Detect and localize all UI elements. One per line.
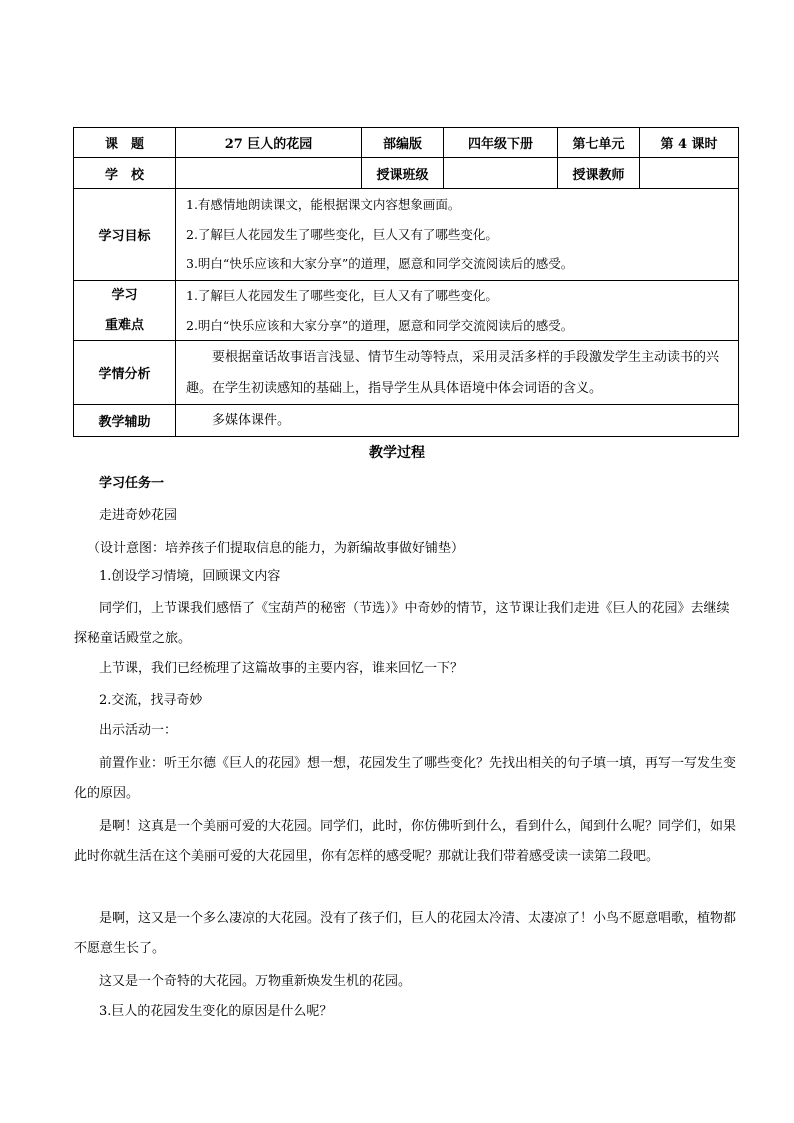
goal-item: 2.了解巨人花园发生了哪些变化，巨人又有了哪些变化。: [186, 226, 498, 242]
paragraph-3: 前置作业：听王尔德《巨人的花园》想一想，花园发生了哪些变化？先找出相关的句子填一填，再写一写发生变化的原因。: [74, 756, 737, 801]
task1-title: 走进奇妙花园: [99, 508, 178, 523]
step-3: 3.巨人的花园发生变化的原因是什么呢？: [99, 1004, 333, 1019]
table-row-aids: [74, 405, 739, 437]
analysis-label: 学情分析: [74, 341, 176, 405]
course-title: 27 巨人的花园: [176, 128, 362, 158]
aids-text: 多媒体课件。: [212, 413, 291, 428]
aids-label: 教学辅助: [74, 405, 176, 437]
keypoint-item: 1.了解巨人花园发生了哪些变化，巨人又有了哪些变化。: [186, 288, 498, 303]
keypoint-item: 2.明白“快乐应该和大家分享”的道理，愿意和同学交流阅读后的感受。: [186, 317, 574, 333]
aids-cell: [176, 405, 739, 437]
keypoints-label-line1: 学习: [111, 288, 138, 303]
class-label: 授课班级: [362, 158, 444, 189]
process-title: 教学过程: [369, 445, 425, 461]
keypoints-label-line2: 重难点: [104, 317, 144, 333]
table-row-school: [74, 158, 739, 189]
paragraph-1: 同学们，上节课我们感悟了《宝葫芦的秘密（节选）》中奇妙的情节，这节课让我们走进《巨人的花园》去继续探秘童话殿堂之旅。: [74, 601, 730, 646]
design-intent: （设计意图：培养孩子们提取信息的能力，为新编故事做好铺垫）: [87, 541, 465, 556]
teacher-label: 授课教师: [558, 158, 640, 189]
table-row-goals: [74, 189, 739, 281]
paragraph-4: 是啊！这真是一个美丽可爱的大花园。同学们，此时，你仿佛听到什么，看到什么，闻到什么呢？同学们，如果此时你就生活在这个美丽可爱的大花园里，你有怎样的感受呢？那就让我们带着感受读一读第二段吧。: [74, 819, 737, 864]
activity-1: 出示活动一：: [99, 723, 178, 738]
edition: 部编版: [362, 128, 444, 158]
goal-item: 3.明白“快乐应该和大家分享”的道理，愿意和同学交流阅读后的感受。: [186, 256, 574, 272]
analysis-text: 要根据童话故事语言浅显、情节生动等特点，采用灵活多样的手段激发学生主动读书的兴趣。在学生初读感知的基础上，指导学生从具体语境中体会词语的含义。: [186, 349, 720, 396]
step-1: 1.创设学习情境，回顾课文内容: [99, 569, 281, 584]
goal-item: 1.有感情地朗读课文，能根据课文内容想象画面。: [186, 197, 461, 213]
keypoints-cell: [176, 281, 739, 341]
paragraph-5: 是啊，这又是一个多么凄凉的大花园。没有了孩子们，巨人的花园太冷清、太凄凉了！小鸟不愿意唱歌，植物都不愿意生长了。: [74, 911, 737, 956]
teacher-value: [640, 158, 739, 189]
paragraph-6: 这又是一个奇特的大花园。万物重新焕发生机的花园。: [99, 974, 412, 989]
school-label: 学 校: [74, 158, 176, 189]
lesson-info-table: [73, 127, 739, 437]
task1-heading: 学习任务一: [99, 476, 165, 491]
analysis-cell: [176, 341, 739, 405]
school-value: [176, 158, 362, 189]
paragraph-2: 上节课，我们已经梳理了这篇故事的主要内容，谁来回忆一下？: [99, 661, 464, 676]
step-2: 2.交流，找寻奇妙: [99, 693, 203, 708]
grade: 四年级下册: [444, 128, 558, 158]
table-row-course: [74, 128, 739, 158]
class-value: [444, 158, 558, 189]
course-label: 课 题: [74, 128, 176, 158]
table-row-analysis: [74, 341, 739, 405]
table-row-keypoints: [74, 281, 739, 341]
goals-cell: [176, 189, 739, 281]
keypoints-label: [74, 281, 176, 341]
lesson-number: 第 4 课时: [640, 128, 739, 158]
goals-label: 学习目标: [74, 189, 176, 281]
unit: 第七单元: [558, 128, 640, 158]
